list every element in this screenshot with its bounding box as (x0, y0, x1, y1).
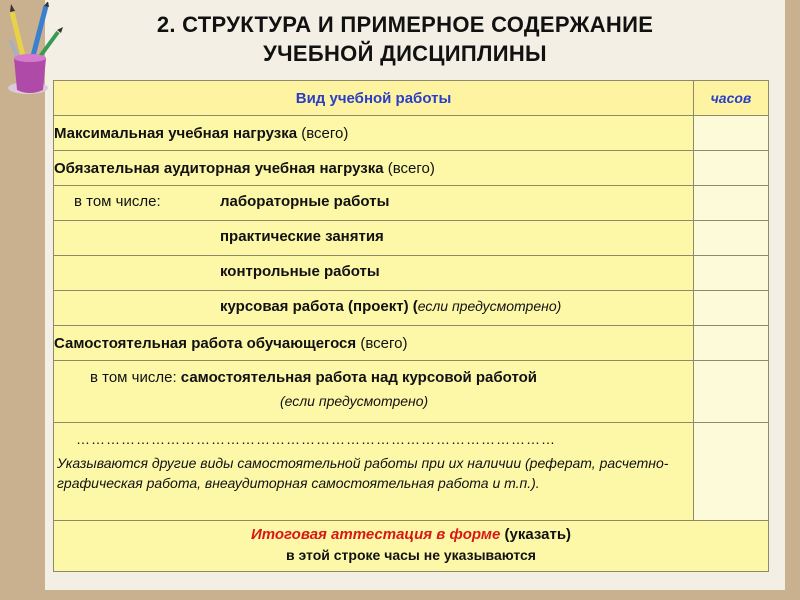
placeholder-dots: …………………………………………………………………………………… (76, 431, 556, 447)
lab-label: лабораторные работы (220, 193, 390, 210)
row-label-rest: (всего) (383, 159, 435, 177)
table-row-final (54, 521, 769, 572)
row-label (54, 151, 694, 186)
row-label (54, 221, 694, 256)
control-label: контрольные работы (220, 263, 380, 280)
table-row-independent (54, 326, 769, 361)
course-bold: курсовая работа (проект) (220, 298, 409, 315)
independent-course-prefix: в том числе: (90, 369, 181, 386)
course-paren-open: ( (408, 298, 418, 315)
table-row-other (54, 423, 769, 521)
workload-table (53, 80, 769, 572)
table-row-practice (54, 221, 769, 256)
row-label-rest: (всего) (297, 124, 349, 142)
independent-course-label: самостоятельная работа над курсовой работой (180, 369, 537, 386)
page-title (80, 10, 730, 68)
hours-cell (694, 116, 769, 151)
title-line-1: 2. СТРУКТУРА И ПРИМЕРНОЕ СОДЕРЖАНИЕ (156, 12, 654, 37)
header-work-type: Вид учебной работы (54, 81, 694, 116)
row-label (54, 291, 694, 326)
table-row-mandatory (54, 151, 769, 186)
independent-course-note: (если предусмотрено) (280, 393, 429, 409)
hours-cell (694, 423, 769, 521)
course-note: если предусмотрено (417, 298, 557, 314)
header-hours: часов (694, 81, 769, 116)
course-paren-close: ) (556, 298, 562, 314)
including-prefix: в том числе: (74, 193, 161, 210)
hours-cell (694, 361, 769, 423)
row-label-bold: Самостоятельная работа обучающегося (54, 334, 357, 352)
row-label-rest: (всего) (356, 334, 408, 352)
hours-cell (694, 256, 769, 291)
row-label (54, 186, 694, 221)
table-row-course (54, 291, 769, 326)
final-attestation-note: в этой строке часы не указываются (286, 547, 536, 563)
hours-cell (694, 221, 769, 256)
table-header (54, 81, 769, 116)
table-row-max-load (54, 116, 769, 151)
title-line-2: УЧЕБНОЙ ДИСЦИПЛИНЫ (263, 41, 547, 66)
table-row-lab (54, 186, 769, 221)
course-label (220, 298, 561, 315)
row-label-bold: Обязательная аудиторная учебная нагрузка (54, 159, 384, 177)
practice-label: практические занятия (220, 228, 384, 245)
hours-cell (694, 326, 769, 361)
row-label (54, 116, 694, 151)
final-attestation-cell (54, 521, 769, 572)
table-row-control (54, 256, 769, 291)
row-label (54, 256, 694, 291)
table-row-independent-course (54, 361, 769, 423)
row-label (54, 361, 694, 423)
row-label (54, 326, 694, 361)
hours-cell (694, 151, 769, 186)
hours-cell (694, 291, 769, 326)
final-attestation-specify: (указать) (500, 526, 572, 543)
other-work-note: Указываются другие виды самостоятельной работы при их наличии (реферат, расчетно-графическая работа, внеаудиторная самостоятельная работа и т.п.). (57, 455, 669, 491)
hours-cell (694, 186, 769, 221)
row-label-bold: Максимальная учебная нагрузка (54, 124, 298, 142)
final-attestation-label: Итоговая аттестация в форме (250, 526, 501, 543)
row-label (54, 423, 694, 521)
